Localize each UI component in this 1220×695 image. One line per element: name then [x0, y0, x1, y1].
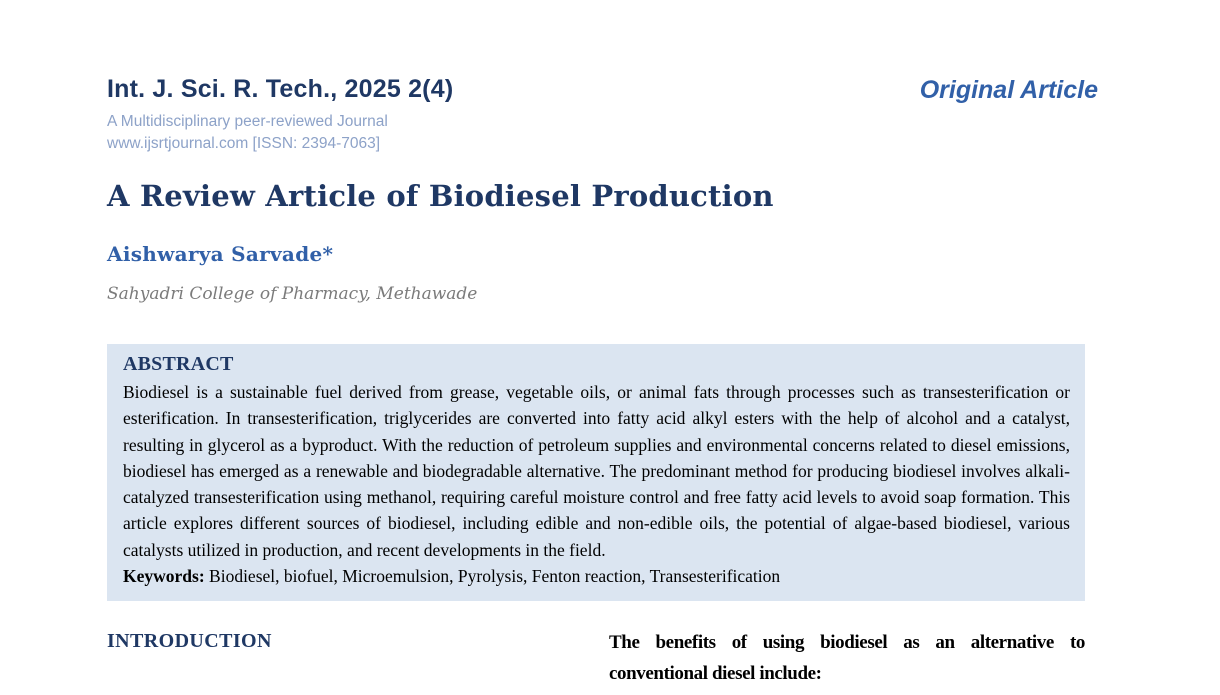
journal-title: Int. J. Sci. R. Tech., 2025 2(4) — [107, 75, 454, 103]
left-column — [107, 627, 580, 689]
abstract-heading: ABSTRACT — [123, 353, 234, 375]
author-name: Aishwarya Sarvade* — [107, 242, 334, 266]
author-affiliation: Sahyadri College of Pharmacy, Methawade — [107, 284, 478, 304]
keywords-label: Keywords: — [123, 566, 205, 587]
journal-identity-block — [107, 74, 453, 153]
journal-subtitle: A Multidisciplinary peer-reviewed Journal — [107, 113, 388, 130]
benefits-lead-text: The benefits of using biodiesel as an alternative to conventional diesel include: — [609, 632, 1085, 685]
journal-header — [0, 0, 1220, 153]
article-title: A Review Article of Biodiesel Production — [107, 179, 774, 213]
right-column — [609, 627, 1085, 689]
keywords-text: Biodiesel, biofuel, Microemulsion, Pyrolysis, Fenton reaction, Transesterification — [204, 566, 781, 587]
two-column-body — [107, 627, 1085, 689]
journal-url-issn: www.ijsrtjournal.com [ISSN: 2394-7063] — [107, 135, 381, 152]
article-type-label: Original Article — [919, 76, 1098, 104]
abstract-section — [107, 344, 1085, 601]
abstract-body-text: Biodiesel is a sustainable fuel derived from grease, vegetable oils, or animal fats through processes such as transesterification or esterification. In transesterification, triglycerides are converted into fatty acid alkyl esters with the help of alcohol and a catalyst, resulting in glycerol as a byproduct. With the reduction of petroleum supplies and environmental concerns related to diesel emissions, biodiesel has emerged as a renewable and biodegradable alternative. The predominant method for producing biodiesel involves alkali-catalyzed transesterification using methanol, requiring careful moisture control and free fatty acid levels to avoid soap formation. This article explores different sources of biodiesel, including edible and non-edible oils, the potential of algae-based biodiesel, various catalysts utilized in production, and recent developments in the field. — [123, 382, 1070, 560]
introduction-heading: INTRODUCTION — [107, 630, 272, 653]
keywords-line — [123, 563, 1070, 589]
